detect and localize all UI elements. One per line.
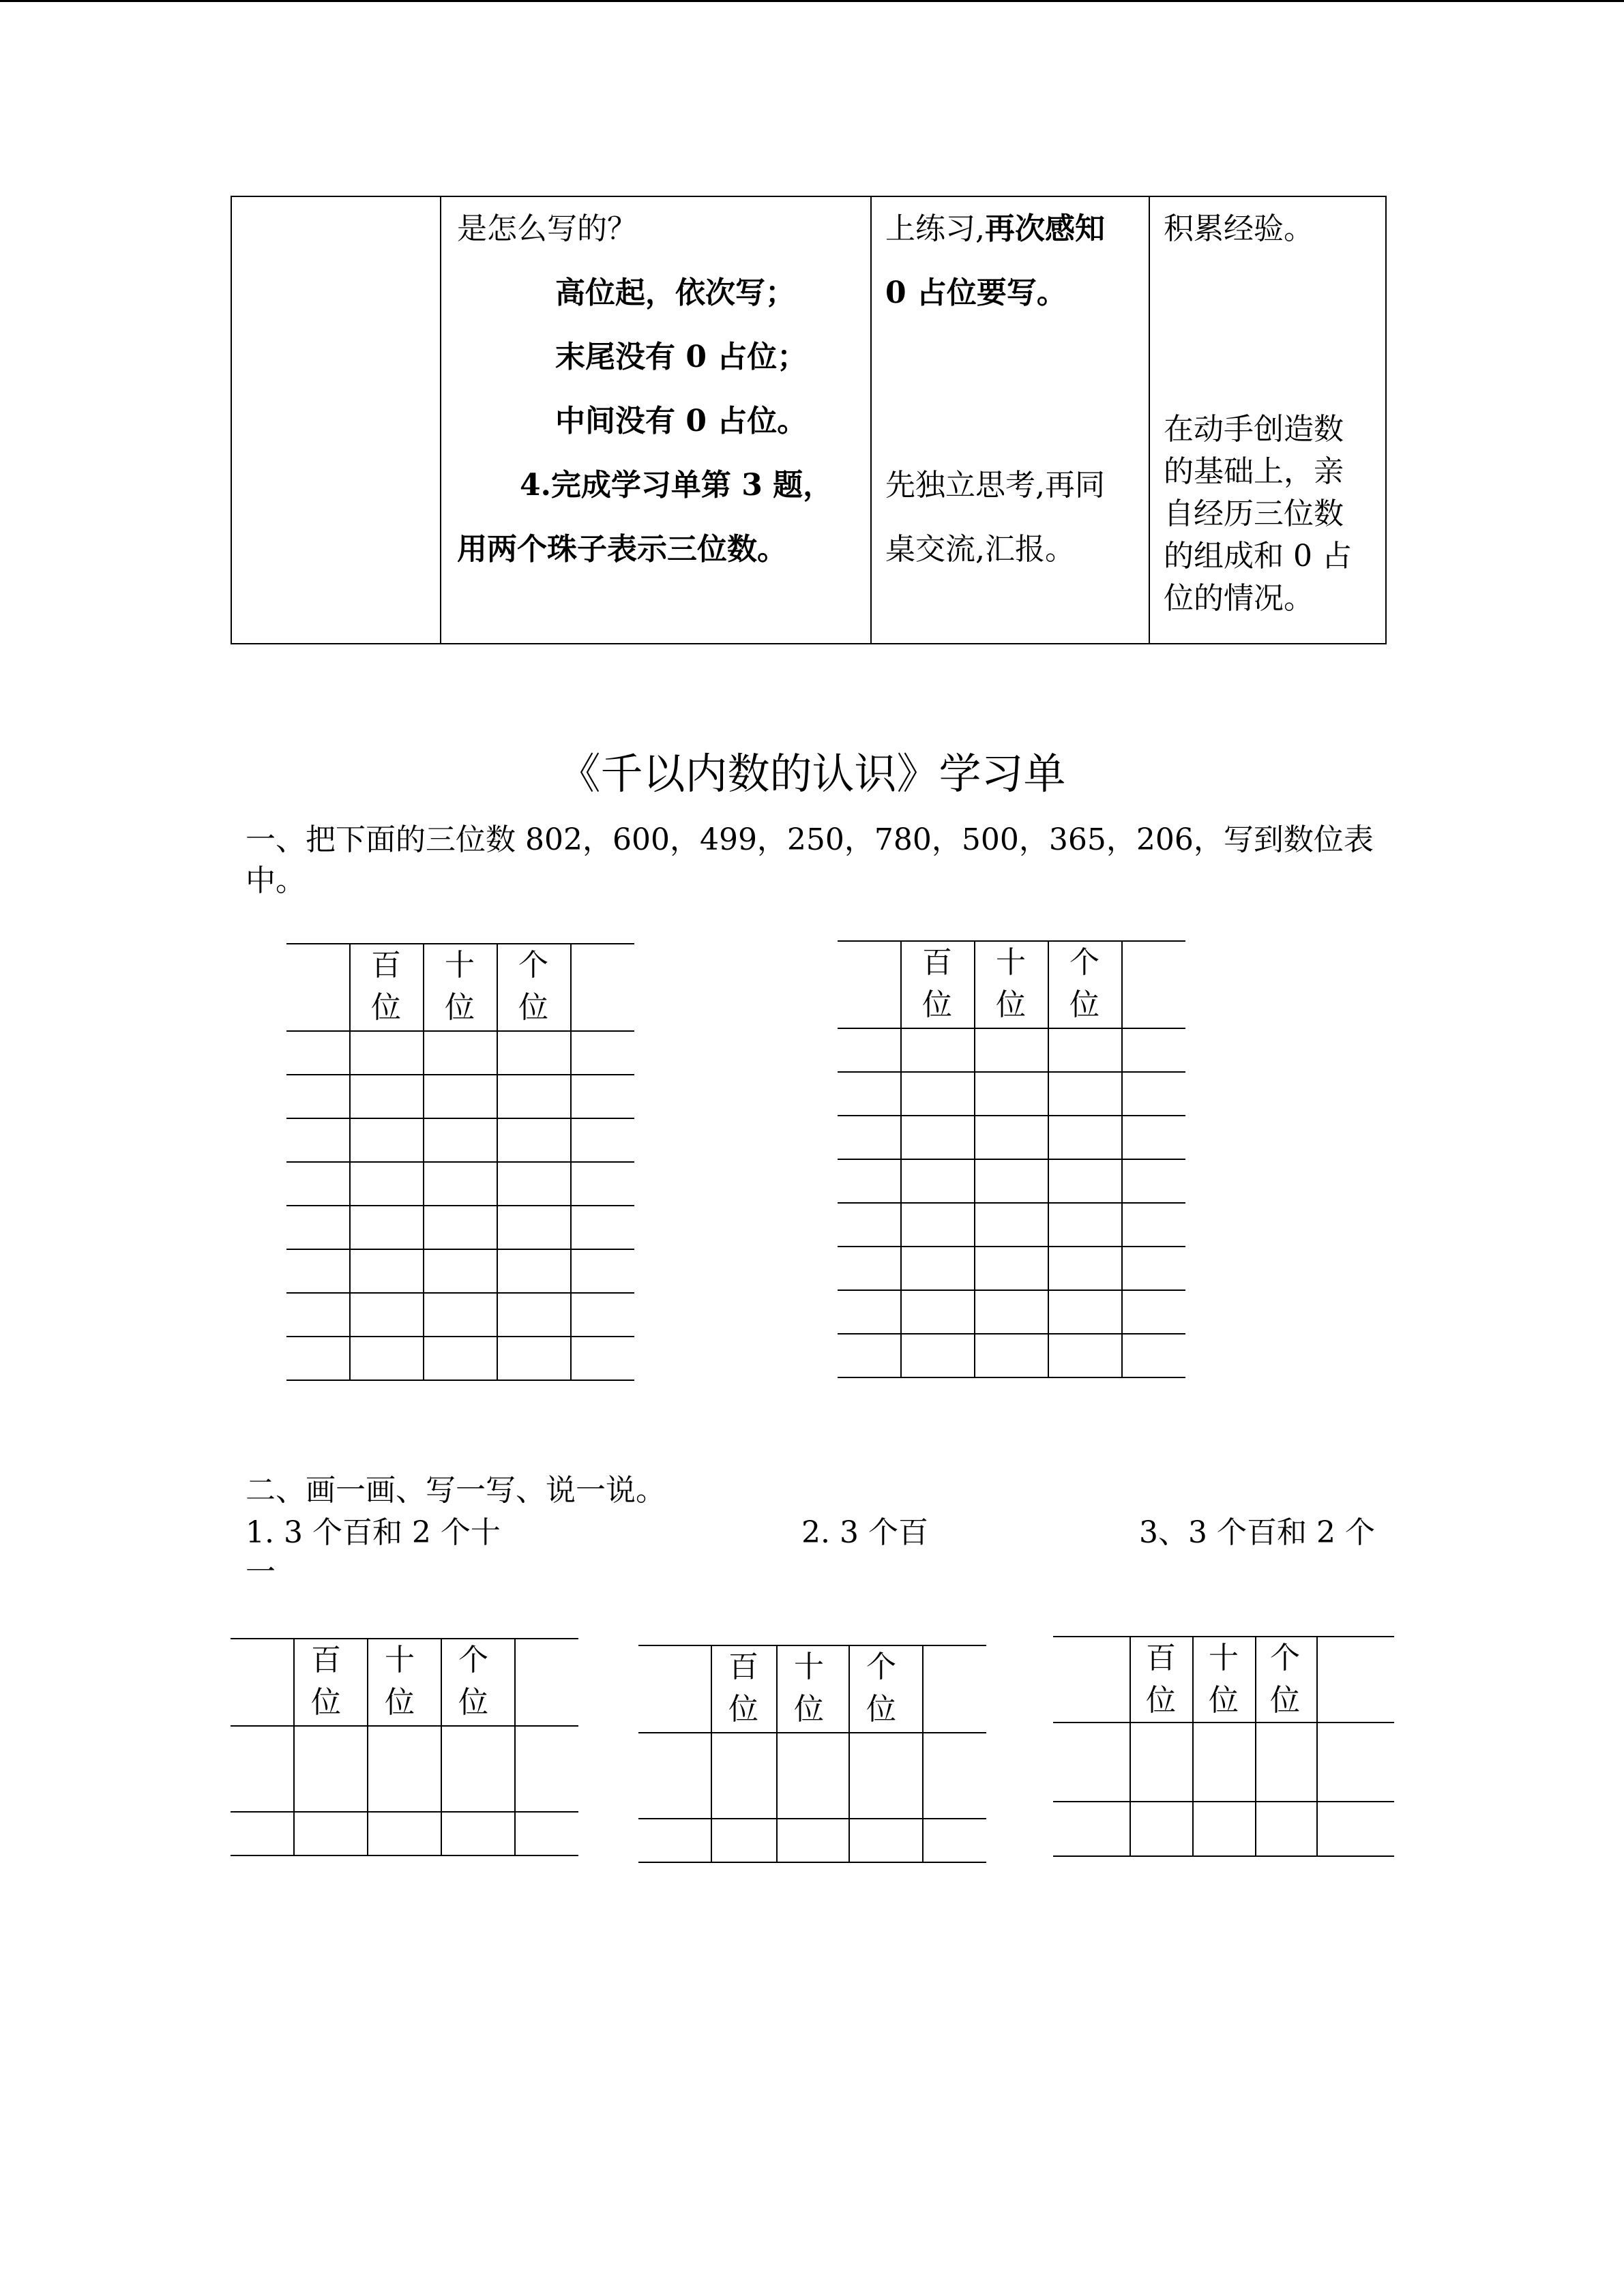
label-char: 位 (1209, 1683, 1239, 1718)
grid-line (1053, 1855, 1394, 1857)
grid-line (838, 1246, 1185, 1247)
plan-text (885, 197, 1105, 261)
grid-line (638, 1732, 986, 1733)
grid-line (286, 1292, 634, 1294)
question-2-item: 2. 3 个百 (801, 1515, 928, 1550)
plan-text: 的组成和 0 占 (1164, 539, 1352, 573)
grid-line (838, 1115, 1185, 1116)
label-char: 十 (996, 945, 1026, 980)
grid-line (286, 1336, 634, 1337)
plan-text-bold: 再次感知 (985, 211, 1105, 246)
grid-line (286, 1074, 634, 1075)
grid-line (570, 943, 572, 1381)
question-2-item: 1. 3 个百和 2 个十 (246, 1515, 501, 1550)
place-value-grid-small (231, 1638, 578, 1858)
hundreds-label (359, 944, 413, 1029)
hundreds-label (716, 1646, 771, 1731)
place-value-grid-small (1053, 1636, 1394, 1858)
grid-line (922, 1645, 924, 1863)
grid-line (838, 1289, 1185, 1291)
grid-line (1053, 1801, 1394, 1802)
label-char: 百 (922, 945, 952, 980)
grid-line (838, 1202, 1185, 1204)
grid-line (838, 1159, 1185, 1160)
grid-line (776, 1645, 778, 1863)
label-char: 位 (1146, 1683, 1176, 1718)
grid-line (514, 1638, 516, 1856)
label-char: 十 (445, 948, 475, 983)
plan-text: 桌交流,汇报。 (885, 532, 1075, 567)
place-value-grid (838, 940, 1185, 1381)
label-char: 个 (1270, 1641, 1300, 1675)
label-char: 十 (794, 1650, 824, 1684)
plan-text: 位的情况。 (1164, 581, 1314, 616)
grid-line (1121, 940, 1123, 1378)
grid-line (1130, 1636, 1131, 1857)
grid-line (838, 1377, 1185, 1378)
place-value-grid-small (638, 1645, 986, 1864)
grid-line (286, 1030, 634, 1032)
grid-line (638, 1862, 986, 1863)
tens-label (432, 944, 487, 1029)
worksheet-title: 《千以内数的认识》学习单 (558, 749, 1066, 799)
grid-line (838, 1071, 1185, 1073)
table-divider (440, 197, 441, 643)
question-1-text: 一、把下面的三位数 802，600，499，250，780，500，365，206，写到数位表 (246, 822, 1374, 857)
label-char: 位 (385, 1685, 415, 1720)
tens-label (782, 1646, 836, 1731)
question-2-heading: 二、画一画、写一写、说一说。 (246, 1473, 666, 1508)
tens-label (1196, 1637, 1251, 1722)
grid-line (231, 1855, 578, 1856)
plan-text: 4.完成学习单第 3 题， (520, 468, 833, 503)
ones-label (1258, 1637, 1312, 1722)
hundreds-label (1134, 1637, 1188, 1722)
plan-text: 在动手创造数 (1164, 412, 1344, 447)
plan-text-plain: 上练习, (885, 211, 985, 246)
plan-text: 先独立思考,再同 (885, 468, 1105, 503)
ones-label (1057, 942, 1112, 1026)
plan-text: 末尾没有 0 占位； (555, 340, 808, 374)
ones-label (506, 944, 561, 1029)
label-char: 个 (866, 1650, 896, 1684)
label-char: 个 (518, 948, 548, 983)
label-char: 位 (311, 1685, 341, 1720)
plan-text: 的基础上，亲 (1164, 454, 1344, 489)
ones-label (854, 1646, 909, 1731)
label-char: 十 (385, 1643, 415, 1678)
grid-line (286, 1249, 634, 1250)
grid-line (286, 1118, 634, 1119)
label-char: 位 (445, 990, 475, 1025)
label-char: 百 (728, 1650, 758, 1684)
grid-line (367, 1638, 368, 1856)
grid-line (286, 1380, 634, 1381)
tens-label (984, 942, 1038, 1026)
plan-text: 自经历三位数 (1164, 496, 1344, 531)
label-char: 十 (1209, 1641, 1239, 1675)
label-char: 个 (1069, 945, 1099, 980)
hundreds-label (299, 1639, 353, 1724)
grid-line (1255, 1636, 1256, 1857)
grid-line (349, 943, 351, 1381)
grid-line (1053, 1722, 1394, 1723)
page-top-border (0, 0, 1624, 2)
table-divider (870, 197, 872, 643)
grid-line (848, 1645, 850, 1863)
grid-line (286, 1161, 634, 1163)
label-char: 位 (458, 1685, 488, 1720)
question-2-item: 3、3 个百和 2 个 (1139, 1515, 1375, 1550)
grid-line (286, 1205, 634, 1206)
lesson-plan-table (231, 196, 1387, 644)
plan-text: 积累经验。 (1164, 211, 1314, 246)
question-1-text: 中。 (246, 863, 306, 898)
grid-line (497, 943, 498, 1381)
grid-line (423, 943, 424, 1381)
label-char: 位 (1270, 1683, 1300, 1718)
label-char: 百 (371, 948, 401, 983)
label-char: 位 (922, 987, 952, 1022)
label-char: 百 (1146, 1641, 1176, 1675)
label-char: 个 (458, 1643, 488, 1678)
grid-line (231, 1725, 578, 1727)
label-char: 位 (866, 1692, 896, 1727)
place-value-grid (286, 943, 634, 1384)
plan-text: 0 占位要写。 (885, 275, 1067, 310)
grid-line (1316, 1636, 1318, 1857)
ones-label (446, 1639, 501, 1724)
grid-line (638, 1818, 986, 1819)
grid-line (900, 940, 902, 1378)
label-char: 位 (1069, 987, 1099, 1022)
question-2-item-wrap: 一 (246, 1555, 276, 1590)
grid-line (293, 1638, 295, 1856)
label-char: 百 (311, 1643, 341, 1678)
grid-line (974, 940, 975, 1378)
grid-line (1192, 1636, 1194, 1857)
tens-label (372, 1639, 427, 1724)
grid-line (441, 1638, 442, 1856)
grid-line (231, 1811, 578, 1813)
grid-line (711, 1645, 712, 1863)
plan-text: 中间没有 0 占位。 (555, 404, 808, 438)
grid-line (838, 1333, 1185, 1335)
label-char: 位 (996, 987, 1026, 1022)
grid-line (1048, 940, 1049, 1378)
plan-text: 用两个珠子表示三位数。 (457, 532, 787, 567)
label-char: 位 (371, 990, 401, 1025)
plan-text: 高位起，依次写； (555, 275, 795, 310)
plan-text: 是怎么写的？ (457, 211, 637, 246)
table-divider (1149, 197, 1150, 643)
grid-line (838, 1028, 1185, 1029)
label-char: 位 (518, 990, 548, 1025)
label-char: 位 (794, 1692, 824, 1727)
label-char: 位 (728, 1692, 758, 1727)
hundreds-label (910, 942, 964, 1026)
